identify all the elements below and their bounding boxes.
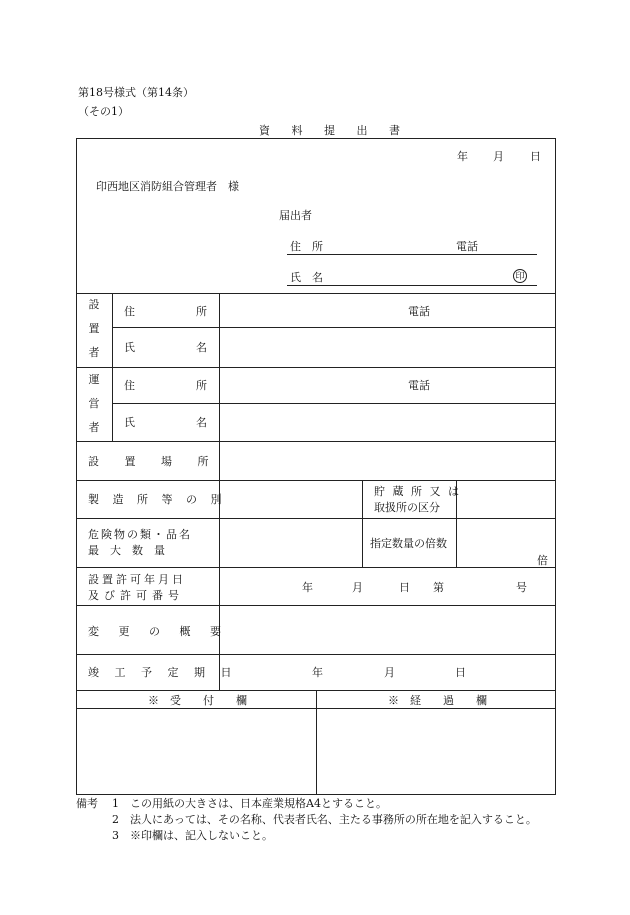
- permit-year[interactable]: 年: [302, 581, 313, 594]
- form-title: 資 料 提 出 書: [259, 124, 409, 137]
- multiple-label: 指定数量の倍数: [370, 537, 447, 550]
- submitter-label: 届出者: [279, 209, 312, 222]
- completion-label: 竣 工 予 定 期 日: [88, 666, 238, 679]
- note-number: 3: [112, 829, 119, 842]
- submitter-address-label: 住 所: [290, 240, 323, 253]
- vline: [112, 293, 113, 441]
- hline: [76, 480, 556, 481]
- hline: [76, 567, 556, 568]
- completion-day[interactable]: 日: [455, 666, 466, 679]
- location-label: 設 置 場 所: [88, 455, 220, 468]
- received-column-header: ※ 受 付 欄: [148, 694, 247, 707]
- submitter-name-label: 氏 名: [290, 271, 323, 284]
- note-text: ※印欄は、記入しないこと。: [130, 829, 273, 842]
- operator-name-label-2: 名: [196, 416, 207, 429]
- vline: [316, 690, 317, 795]
- installer-name-label-1: 氏: [124, 341, 135, 354]
- installer-group-char: 置: [88, 322, 100, 335]
- note-number: 2: [112, 813, 119, 826]
- installer-group-char: 設: [88, 298, 100, 311]
- hline: [76, 605, 556, 606]
- permit-label-2: 及び許可番号: [88, 589, 184, 602]
- installer-address-label-1: 住: [124, 305, 135, 318]
- completion-year[interactable]: 年: [312, 666, 323, 679]
- installer-group-char: 者: [88, 346, 100, 359]
- main-form-table: [76, 138, 556, 691]
- hline: [76, 441, 556, 442]
- progress-column-header: ※ 経 過 欄: [388, 694, 487, 707]
- hline: [76, 654, 556, 655]
- form-number: 第18号様式（第14条）: [78, 86, 194, 99]
- permit-month[interactable]: 月: [352, 581, 363, 594]
- notes-label: 備考: [76, 797, 98, 810]
- date-month[interactable]: 月: [493, 150, 504, 163]
- installer-name-label-2: 名: [196, 341, 207, 354]
- permit-label-1: 設置許可年月日: [88, 573, 186, 586]
- submitter-address-underline[interactable]: [287, 254, 537, 255]
- date-day[interactable]: 日: [530, 150, 541, 163]
- completion-month[interactable]: 月: [384, 666, 395, 679]
- operator-group-char: 運: [88, 373, 100, 386]
- operator-group-char: 営: [88, 397, 100, 410]
- hline: [76, 367, 556, 368]
- vline: [362, 480, 363, 567]
- note-text: 法人にあっては、その名称、代表者氏名、主たる事務所の所在地を記入すること。: [130, 813, 537, 826]
- seal-mark: 印: [513, 269, 527, 283]
- permit-day[interactable]: 日: [399, 581, 410, 594]
- installer-phone-label: 電話: [408, 305, 430, 318]
- hazard-label-1: 危険物の類・品名: [88, 528, 192, 541]
- note-text: この用紙の大きさは、日本産業規格A4とすること。: [130, 797, 387, 810]
- hline: [76, 518, 556, 519]
- permit-number-suffix[interactable]: 号: [516, 581, 527, 594]
- submitter-name-underline[interactable]: [287, 285, 537, 286]
- hazard-label-2: 最 大 数 量: [88, 544, 165, 557]
- multiple-unit: 倍: [537, 554, 548, 567]
- hline: [112, 327, 556, 328]
- form-part: （その1）: [78, 105, 129, 118]
- change-label: 変 更 の 概 要: [88, 625, 229, 638]
- submitter-phone-label: 電話: [456, 240, 478, 253]
- installer-address-label-2: 所: [196, 305, 207, 318]
- operator-address-label-2: 所: [196, 379, 207, 392]
- operator-address-label-1: 住: [124, 379, 135, 392]
- operator-name-label-1: 氏: [124, 416, 135, 429]
- facility-type-label: 製 造 所 等 の 別: [88, 493, 227, 506]
- operator-phone-label: 電話: [408, 379, 430, 392]
- hline: [112, 403, 556, 404]
- addressee: 印西地区消防組合管理者 様: [96, 180, 239, 193]
- permit-number-prefix[interactable]: 第: [433, 581, 444, 594]
- operator-group-char: 者: [88, 421, 100, 434]
- hline: [76, 293, 556, 294]
- date-year[interactable]: 年: [457, 150, 468, 163]
- note-number: 1: [112, 797, 119, 810]
- storage-class-label-1: 貯 蔵 所 又 は: [374, 485, 461, 498]
- storage-class-label-2: 取扱所の区分: [374, 501, 440, 514]
